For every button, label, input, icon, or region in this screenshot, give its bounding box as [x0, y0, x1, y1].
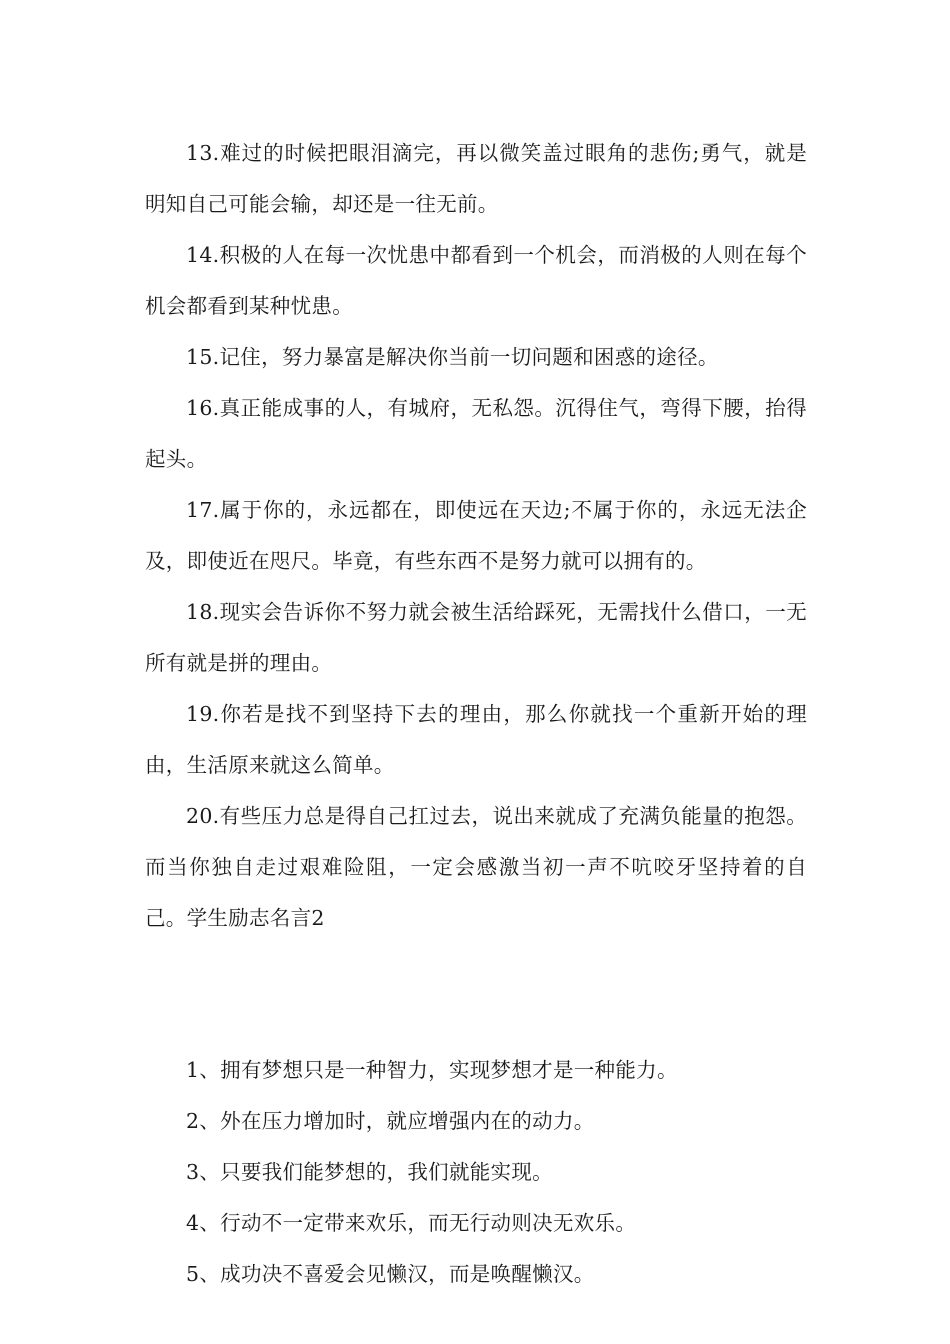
document-page [145, 128, 807, 1300]
list-item-1: 1、拥有梦想只是一种智力，实现梦想才是一种能力。 [186, 1058, 678, 1082]
quote-paragraph-15: 15.记住，努力暴富是解决你当前一切问题和困惑的途径。 [186, 345, 719, 369]
list-item-5: 5、成功决不喜爱会见懒汉，而是唤醒懒汉。 [186, 1262, 595, 1286]
section-spacer [145, 944, 807, 1045]
list-item-3: 3、只要我们能梦想的，我们就能实现。 [186, 1160, 553, 1184]
quote-paragraph-17: 17.属于你的，永远都在，即使远在天边;不属于你的，永远无法企及，即使近在咫尺。毕竟，有些东西不是努力就可以拥有的。 [145, 498, 807, 573]
quote-paragraph-20: 20.有些压力总是得自己扛过去，说出来就成了充满负能量的抱怨。而当你独自走过艰难险阻，一定会感激当初一声不吭咬牙坚持着的自己。学生励志名言2 [145, 804, 807, 930]
quote-paragraph-14: 14.积极的人在每一次忧患中都看到一个机会，而消极的人则在每个机会都看到某种忧患。 [145, 243, 807, 318]
quote-paragraph-18: 18.现实会告诉你不努力就会被生活给踩死，无需找什么借口，一无所有就是拼的理由。 [145, 600, 807, 675]
quote-paragraph-13: 13.难过的时候把眼泪滴完，再以微笑盖过眼角的悲伤;勇气，就是明知自己可能会输，却还是一往无前。 [145, 141, 807, 216]
list-item-2: 2、外在压力增加时，就应增强内在的动力。 [186, 1109, 595, 1133]
quote-paragraph-16: 16.真正能成事的人，有城府，无私怨。沉得住气，弯得下腰，抬得起头。 [145, 396, 807, 471]
list-item-4: 4、行动不一定带来欢乐，而无行动则决无欢乐。 [186, 1211, 637, 1235]
quote-paragraph-19: 19.你若是找不到坚持下去的理由，那么你就找一个重新开始的理由，生活原来就这么简单。 [145, 702, 807, 777]
